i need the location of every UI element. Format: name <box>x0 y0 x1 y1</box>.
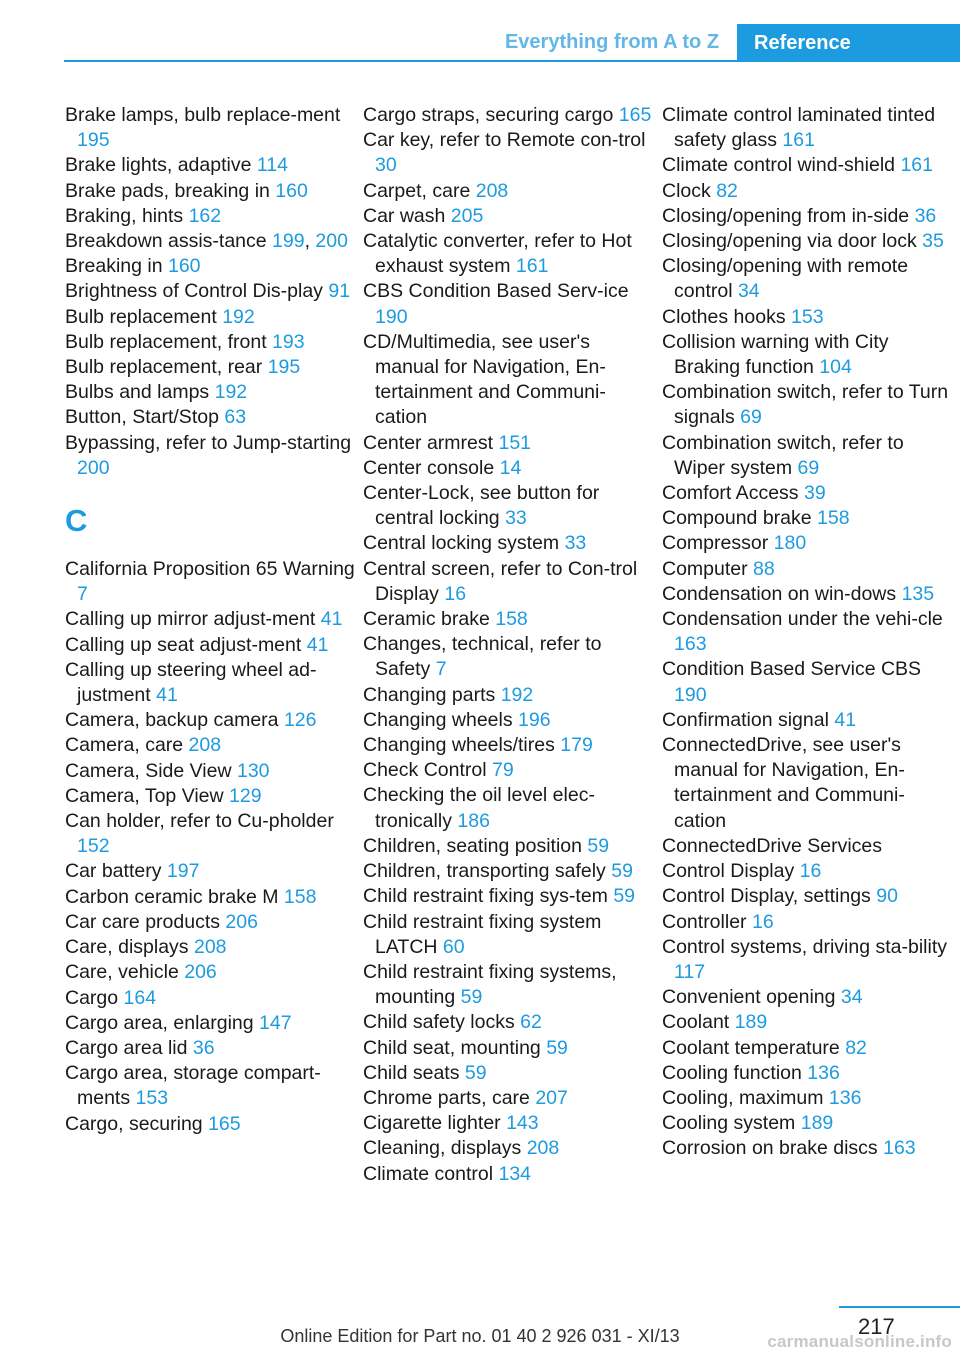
page-link[interactable]: 135 <box>901 582 935 605</box>
index-entry <box>363 279 653 329</box>
page-link[interactable]: 136 <box>807 1061 840 1084</box>
index-entry-text: Cargo area, storage compart‐ments <box>65 1062 321 1110</box>
index-entry-text: Cigarette lighter <box>363 1112 501 1135</box>
page-link[interactable]: 88 <box>753 557 775 580</box>
index-entry <box>363 783 653 833</box>
index-entry-text: Car care products <box>65 910 220 933</box>
index-entry-text: Camera, backup camera <box>65 709 279 732</box>
index-entry <box>65 405 355 430</box>
index-entry-text: CBS Condition Based Serv‐ice <box>363 280 629 303</box>
index-entry-text: Cargo area, enlarging <box>65 1011 254 1034</box>
index-entry-text: Closing/opening via door lock <box>662 230 917 253</box>
index-entry <box>662 179 952 204</box>
index-entry <box>363 683 653 708</box>
page-link[interactable]: 134 <box>498 1162 532 1185</box>
index-entry-text: Bulb replacement <box>65 305 217 328</box>
page-link[interactable]: 59 <box>460 986 483 1009</box>
page-link[interactable]: 36 <box>192 1036 215 1059</box>
index-entry <box>65 431 355 481</box>
index-entry-text: Central locking system <box>363 532 560 555</box>
index-entry <box>363 330 653 431</box>
page-link[interactable]: 206 <box>184 961 217 984</box>
page-link[interactable]: 82 <box>845 1036 867 1059</box>
index-entry-text: Clock <box>662 179 711 202</box>
page-link[interactable]: 152 <box>77 835 110 858</box>
index-entry-text: Changing wheels/tires <box>363 734 555 757</box>
page-link[interactable]: 197 <box>166 860 200 883</box>
page-link[interactable]: 147 <box>259 1011 292 1034</box>
index-entry-text: Corrosion on brake discs <box>662 1137 878 1160</box>
index-entry <box>65 759 355 784</box>
index-entry <box>662 582 952 607</box>
index-entry-text: Controller <box>662 910 747 933</box>
index-entry-text: Climate control <box>363 1162 494 1185</box>
page-link[interactable]: 153 <box>791 305 824 328</box>
header-rule <box>64 60 960 62</box>
index-entry <box>363 758 653 783</box>
page-number: 217 <box>858 1314 895 1339</box>
index-entry <box>662 431 952 481</box>
page-link[interactable]: 160 <box>167 255 201 278</box>
letter-heading: C <box>65 503 88 539</box>
index-entry <box>363 1111 653 1136</box>
index-entry-text: Ceramic brake <box>363 608 490 631</box>
index-entry-text: Camera, care <box>65 734 184 757</box>
index-entry-text: Combination switch, refer to Wiper system <box>662 431 904 479</box>
index-entry-text: Confirmation signal <box>662 708 829 731</box>
index-entry-text: Brake lamps, bulb replace‐ment <box>65 104 341 126</box>
index-entry <box>662 884 952 909</box>
page-link[interactable]: 33 <box>564 532 587 555</box>
index-entry <box>65 658 355 708</box>
page-link[interactable]: 193 <box>272 330 305 353</box>
index-entry-text: Car wash <box>363 204 446 227</box>
index-entry-text: Bulbs and lamps <box>65 381 210 404</box>
footer-watermark: carmanualsonline.info <box>767 1332 952 1351</box>
page-link[interactable]: 7 <box>77 583 88 606</box>
page-link[interactable]: 16 <box>751 910 774 933</box>
index-entry-text: Check Control <box>363 759 487 782</box>
index-entry-text: Children, seating position <box>363 834 582 857</box>
page-link[interactable]: 179 <box>560 734 593 757</box>
header-tab-reference: Reference <box>737 24 960 62</box>
page-link[interactable]: 164 <box>123 986 157 1009</box>
index-entry-text: Children, transporting safely <box>363 860 606 883</box>
footer-edition: Online Edition for Part no. 01 40 2 926 031 - XI/13 <box>280 1326 680 1346</box>
index-entry <box>662 657 952 707</box>
index-entry <box>662 985 952 1010</box>
index-entry <box>662 153 952 178</box>
index-entry-text: Breaking in <box>65 255 163 278</box>
index-entry-text: Child restraint fixing systems, mounting <box>363 960 617 1009</box>
page-link[interactable]: 41 <box>320 608 343 631</box>
index-entry <box>662 1036 952 1061</box>
index-entry <box>65 1061 355 1111</box>
page-link[interactable]: 207 <box>535 1086 568 1109</box>
page-link[interactable]: 151 <box>498 431 532 454</box>
index-entry-text: Compound brake <box>662 507 812 530</box>
index-entry-text: Calling up seat adjust‐ment <box>65 633 302 656</box>
index-entry <box>65 859 355 884</box>
index-entry-text: Care, displays <box>65 936 189 959</box>
index-entry <box>662 204 952 229</box>
index-entry <box>65 633 355 658</box>
index-entry-text: Care, vehicle <box>65 961 179 984</box>
page-link[interactable]: 161 <box>782 129 815 152</box>
index-entry <box>662 1136 952 1161</box>
index-entry-text: Center-Lock, see button for central locking <box>363 482 600 530</box>
index-entry-text: ConnectedDrive Services <box>662 834 883 857</box>
index-entry-text: Cleaning, displays <box>363 1137 522 1160</box>
page-link[interactable]: 165 <box>618 104 652 126</box>
index-entry <box>65 784 355 809</box>
index-column-2 <box>363 103 653 1187</box>
index-entry-text: Brake lights, adaptive <box>65 154 252 177</box>
index-entry-text: Calling up steering wheel ad‐justment <box>65 658 317 707</box>
index-entry <box>662 834 952 859</box>
index-entry <box>662 859 952 884</box>
index-entry-text: Condensation on win‐dows <box>662 582 897 605</box>
page-link[interactable]: 192 <box>500 683 534 706</box>
index-entry-text: Child seat, mounting <box>363 1036 541 1059</box>
index-entry-text: Coolant temperature <box>662 1036 840 1059</box>
index-entry-text: Condensation under the vehi‐cle <box>662 608 943 631</box>
index-entry <box>363 1136 653 1161</box>
index-entry <box>363 1086 653 1111</box>
index-entry <box>363 607 653 632</box>
index-entry-text: Center armrest <box>363 431 494 454</box>
index-entry <box>363 481 653 531</box>
index-entry <box>662 305 952 330</box>
index-entry-text: Control systems, driving sta‐bility <box>662 935 947 958</box>
index-entry-text: Cargo, securing <box>65 1112 203 1135</box>
page-link[interactable]: 192 <box>222 305 255 328</box>
page-link[interactable]: 41 <box>306 633 329 656</box>
index-entry-text: Closing/opening with remote control <box>662 255 909 303</box>
index-entry-text: Convenient opening <box>662 986 836 1009</box>
index-entry-text: Cooling function <box>662 1061 802 1084</box>
page-link[interactable]: 195 <box>77 129 110 152</box>
index-entry <box>363 884 653 909</box>
index-entry <box>662 935 952 985</box>
page-link[interactable]: 206 <box>225 910 258 933</box>
index-entry-text: Bypassing, refer to Jump‐starting <box>65 431 352 454</box>
index-entry-text: Breakdown assis‐tance <box>65 230 267 253</box>
page-link[interactable]: 60 <box>442 935 465 958</box>
page-link[interactable]: 130 <box>236 759 270 782</box>
index-entry <box>662 733 952 834</box>
index-entry <box>662 910 952 935</box>
page-link[interactable]: 41 <box>834 708 857 731</box>
index-entry-text: Can holder, refer to Cu‐pholder <box>65 810 334 833</box>
page-link[interactable]: 69 <box>797 456 820 479</box>
index-entry-text: Changing wheels <box>363 708 513 731</box>
index-entry <box>363 859 653 884</box>
index-entry <box>662 1010 952 1035</box>
index-entry-text: Climate control laminated tinted safety glass <box>662 104 936 152</box>
page-link[interactable]: 126 <box>283 709 317 732</box>
index-entry <box>65 1112 355 1137</box>
page-link[interactable]: 35 <box>922 230 944 253</box>
index-entry <box>65 986 355 1011</box>
page-link[interactable]: 189 <box>734 1011 768 1034</box>
index-entry-text: Computer <box>662 557 748 580</box>
page-link[interactable]: 30 <box>375 154 397 177</box>
index-entry-text: ConnectedDrive, see user's manual for Navigation, En‐tertainment and Communi‐cation <box>662 734 905 832</box>
index-entry-text: Condition Based Service CBS <box>662 658 922 681</box>
page-link[interactable]: 14 <box>499 456 522 479</box>
index-entry-text: Car key, refer to Remote con‐trol <box>363 129 646 152</box>
page-link[interactable]: 208 <box>475 179 509 202</box>
index-entry-text: Control Display <box>662 860 795 883</box>
page-link[interactable]: 190 <box>674 683 707 706</box>
index-entry <box>363 834 653 859</box>
page-link[interactable]: 59 <box>464 1061 487 1084</box>
page-link[interactable]: 33 <box>505 507 527 530</box>
index-entry-text: Changing parts <box>363 683 496 706</box>
page-link[interactable]: 39 <box>803 482 826 505</box>
index-entry <box>65 910 355 935</box>
index-entry-text: Control Display, settings <box>662 885 871 908</box>
index-entry-text: Calling up mirror adjust‐ment <box>65 608 316 631</box>
page-link[interactable]: 117 <box>674 960 706 983</box>
index-entry <box>363 632 653 682</box>
index-entry <box>65 179 355 204</box>
index-entry <box>65 733 355 758</box>
page-link[interactable]: 63 <box>224 406 247 429</box>
index-entry <box>662 557 952 582</box>
index-entry-text: Brake pads, breaking in <box>65 179 270 202</box>
index-entry-text: Camera, Side View <box>65 759 232 782</box>
index-entry <box>363 1010 653 1035</box>
index-entry-text: Child seats <box>363 1061 460 1084</box>
index-entry-text: Brightness of Control Dis‐play <box>65 280 323 303</box>
index-entry <box>363 103 653 128</box>
page-link[interactable]: 69 <box>740 406 762 429</box>
index-entry <box>363 531 653 556</box>
index-entry <box>662 708 952 733</box>
index-entry <box>65 229 355 254</box>
index-entry <box>363 557 653 607</box>
index-entry-text: Central screen, refer to Con‐trol Display <box>363 557 638 605</box>
page-link[interactable]: 34 <box>840 986 863 1009</box>
index-entry-text: Camera, Top View <box>65 784 224 807</box>
index-entry <box>662 481 952 506</box>
page-link[interactable]: 16 <box>799 860 822 883</box>
page-link[interactable]: 190 <box>375 305 408 328</box>
page-link[interactable]: 59 <box>613 885 636 908</box>
index-entry <box>363 910 653 960</box>
index-entry <box>65 885 355 910</box>
index-entry <box>65 204 355 229</box>
page-link[interactable]: 205 <box>450 204 484 227</box>
index-entry <box>363 431 653 456</box>
page-link[interactable]: 160 <box>275 179 308 202</box>
index-entry <box>662 506 952 531</box>
index-entry <box>363 1036 653 1061</box>
index-entry-text: Bulb replacement, front <box>65 330 267 353</box>
index-entry <box>363 708 653 733</box>
index-entry-text: California Proposition 65 Warning <box>65 558 355 581</box>
index-column-3 <box>662 103 952 1162</box>
page-link[interactable]: 79 <box>491 759 514 782</box>
index-entry <box>363 204 653 229</box>
page-link[interactable]: 158 <box>283 885 317 908</box>
index-entry-text: Carbon ceramic brake M <box>65 885 279 908</box>
index-entry <box>662 1086 952 1111</box>
page-link[interactable]: 82 <box>716 179 738 202</box>
index-entry <box>65 305 355 330</box>
index-entry <box>662 330 952 380</box>
page-link[interactable]: 153 <box>135 1087 169 1110</box>
page-link[interactable]: 200 <box>315 230 348 253</box>
index-entry-text: Closing/opening from in‐side <box>662 204 910 227</box>
page-link[interactable]: 59 <box>546 1036 568 1059</box>
index-entry <box>65 254 355 279</box>
index-entry-text: Clothes hooks <box>662 305 786 328</box>
page-link[interactable]: 192 <box>214 381 248 404</box>
index-entry <box>363 229 653 279</box>
index-entry <box>65 557 355 607</box>
index-entry <box>662 1111 952 1136</box>
index-entry <box>65 809 355 859</box>
index-entry <box>65 1011 355 1036</box>
index-entry-text: Bulb replacement, rear <box>65 356 263 379</box>
page-link[interactable]: 158 <box>495 608 528 631</box>
index-entry <box>662 380 952 430</box>
page-link[interactable]: 143 <box>506 1112 539 1135</box>
index-column-1 <box>65 103 355 1137</box>
page-link[interactable]: 161 <box>515 255 549 278</box>
index-entry <box>363 733 653 758</box>
index-entry <box>65 708 355 733</box>
page-link[interactable]: 114 <box>256 154 288 177</box>
page-link[interactable]: 163 <box>883 1137 916 1160</box>
index-entry-text: Catalytic converter, refer to Hot exhaust system <box>363 230 632 278</box>
page-number-rule <box>839 1306 960 1308</box>
page-link[interactable]: 162 <box>188 204 222 227</box>
page-link[interactable]: 90 <box>876 885 898 908</box>
index-entry-text: Cargo area lid <box>65 1036 188 1059</box>
index-entry-text: Cargo <box>65 986 119 1009</box>
index-entry <box>662 531 952 556</box>
index-entry <box>363 456 653 481</box>
index-entry-text: Combination switch, refer to Turn signals <box>662 381 949 429</box>
index-entry <box>363 960 653 1010</box>
page-link[interactable]: 208 <box>526 1137 560 1160</box>
index-entry <box>65 103 355 153</box>
page-link[interactable]: 136 <box>828 1086 862 1109</box>
index-entry <box>65 279 355 304</box>
index-entry <box>65 330 355 355</box>
page-link[interactable]: 200 <box>77 456 110 479</box>
page-link[interactable]: 129 <box>229 784 262 807</box>
index-entry-text: Carpet, care <box>363 179 471 202</box>
page-link[interactable]: 163 <box>674 633 707 656</box>
index-entry-text: Chrome parts, care <box>363 1086 530 1109</box>
index-entry <box>662 1061 952 1086</box>
page-link[interactable]: 161 <box>900 154 933 177</box>
index-entry <box>662 607 952 657</box>
index-entry <box>363 1162 653 1187</box>
index-entry-text: Braking, hints <box>65 204 184 227</box>
page-link[interactable]: 189 <box>800 1112 834 1135</box>
index-entry <box>65 153 355 178</box>
index-entry <box>65 935 355 960</box>
index-entry-text: Comfort Access <box>662 482 799 505</box>
page-link[interactable]: 165 <box>208 1112 241 1135</box>
index-entry <box>65 960 355 985</box>
index-entry <box>65 1036 355 1061</box>
index-entry <box>363 128 653 178</box>
page-link[interactable]: 199 <box>272 230 305 253</box>
index-entry <box>363 179 653 204</box>
index-entry <box>65 607 355 632</box>
index-entry <box>65 355 355 380</box>
index-entry-text: CD/Multimedia, see user's manual for Navigation, En‐tertainment and Communi‐cation <box>363 330 606 429</box>
page-link[interactable]: 36 <box>914 204 937 227</box>
page-link[interactable]: 16 <box>444 582 467 605</box>
index-entry-text: Cooling system <box>662 1112 796 1135</box>
page-link[interactable]: 158 <box>817 507 850 530</box>
index-entry <box>65 380 355 405</box>
index-entry-text: Child safety locks <box>363 1011 515 1034</box>
page-link[interactable]: 41 <box>156 684 178 707</box>
index-entry-text: Compressor <box>662 532 769 555</box>
page-link[interactable]: 62 <box>520 1011 542 1034</box>
index-entry-text: Cooling, maximum <box>662 1086 824 1109</box>
page-link[interactable]: 196 <box>518 708 551 731</box>
page-link[interactable]: 195 <box>267 356 301 379</box>
page-link[interactable]: 186 <box>457 809 490 832</box>
index-entry-text: Changes, technical, refer to Safety <box>363 633 602 681</box>
page-link[interactable]: 208 <box>193 936 227 959</box>
header-section-title: Everything from A to Z <box>504 31 720 53</box>
index-entry <box>363 1061 653 1086</box>
page-link[interactable]: 208 <box>188 734 222 757</box>
page-link[interactable]: 59 <box>611 860 633 883</box>
index-entry <box>662 103 952 153</box>
page-link[interactable]: 7 <box>435 658 447 681</box>
index-entry-text: Collision warning with City Braking function <box>662 330 889 379</box>
index-entry-text: Button, Start/Stop <box>65 406 219 429</box>
index-entry-text: Car battery <box>65 860 162 883</box>
page-link[interactable]: 180 <box>773 532 807 555</box>
index-entry <box>662 254 952 304</box>
page-link[interactable]: 34 <box>737 280 760 303</box>
page-link[interactable]: 91 <box>328 280 351 303</box>
page-separator: , <box>304 230 310 253</box>
page-link[interactable]: 59 <box>587 834 610 857</box>
index-entry-text: Child restraint fixing system LATCH <box>363 910 602 958</box>
index-entry-text: Climate control wind‐shield <box>662 154 896 177</box>
index-entry <box>662 229 952 254</box>
index-entry-text: Coolant <box>662 1011 730 1034</box>
index-entry-text: Cargo straps, securing cargo <box>363 104 614 126</box>
page-link[interactable]: 104 <box>819 356 852 379</box>
index-entry-text: Center console <box>363 456 495 479</box>
index-entry-text: Checking the oil level elec‐tronically <box>363 784 595 832</box>
index-entry-text: Child restraint fixing sys‐tem <box>363 885 608 908</box>
